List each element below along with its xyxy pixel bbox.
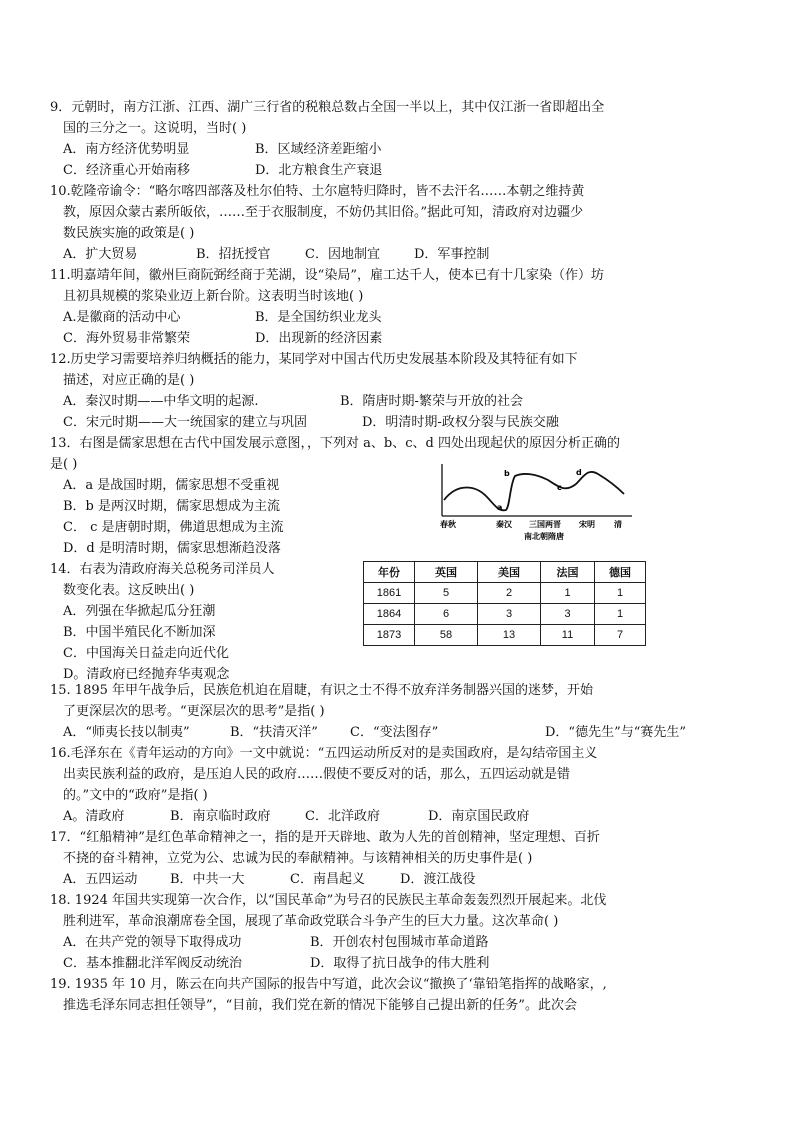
q18-stem-line2: 胜利进军，革命浪潮席卷全国，展现了革命政党联合斗争产生的巨大力量。这次革命( ): [63, 914, 559, 929]
q13-stem-line2: 是( ): [50, 457, 78, 472]
q15-option-c: C．“变法图存”: [350, 725, 439, 740]
q14-option-b: B．中国半殖民化不断加深: [63, 625, 216, 640]
q16-stem-line1: 16.毛泽东在《青年运动的方向》一文中就说：“五四运动所反对的是卖国政府，是勾结帝国主义: [50, 746, 598, 761]
q18-option-c: C．基本推翻北洋军阀反动统治: [63, 956, 242, 971]
table-header-row: [364, 562, 646, 583]
figure-axis-label: 宋明: [579, 520, 595, 529]
q15-option-d: D．“德先生”与“赛先生”: [545, 725, 687, 740]
q12-option-b: B．隋唐时期-繁荣与开放的社会: [340, 394, 523, 409]
table-cell: 13: [478, 625, 541, 646]
q10-option-c: C．因地制宜: [305, 247, 380, 262]
q17-option-d: D．渡江战役: [400, 872, 476, 887]
q9-option-d: D．北方粮食生产衰退: [255, 163, 383, 178]
q9-option-a: A．南方经济优势明显: [63, 142, 190, 157]
q16-option-b: B．南京临时政府: [170, 809, 271, 824]
table-cell: 1864: [364, 604, 415, 625]
table-cell: 11: [541, 625, 595, 646]
q14-option-a: A．列强在华掀起瓜分狂潮: [63, 604, 216, 619]
figure-axis-label: 清: [614, 520, 622, 529]
table-cell: 1: [595, 604, 646, 625]
table-cell: 6: [415, 604, 478, 625]
q14-option-c: C．中国海关日益走向近代化: [63, 646, 229, 661]
table-row: [364, 583, 646, 604]
q9-option-b: B．区域经济差距缩小: [255, 142, 382, 157]
q13-confucianism-figure: [436, 460, 646, 542]
table-cell: 58: [415, 625, 478, 646]
table-cell: 2: [478, 583, 541, 604]
table-header-cell: 美国: [478, 562, 541, 583]
table-cell: 1873: [364, 625, 415, 646]
q11-option-d: D．出现新的经济因素: [255, 331, 383, 346]
q10-stem-line3: 数民族实施的政策是( ): [63, 226, 195, 241]
table-cell: 1: [541, 583, 595, 604]
q19-stem-line2: 推选毛泽东同志担任领导”，“目前，我们党在新的情况下能够自己提出新的任务”。此次会: [63, 998, 577, 1013]
q14-stem-line1: 14．右表为清政府海关总税务司洋员人: [50, 562, 275, 577]
q17-option-c: C．南昌起义: [290, 872, 365, 887]
q11-stem-line2: 且初具规模的浆染业迈上新台阶。这表明当时该地( ): [63, 289, 364, 304]
q18-option-d: D．取得了抗日战争的伟大胜利: [310, 956, 490, 971]
q19-stem-line1: 19. 1935 年 10 月，陈云在向共产国际的报告中写道，此次会议“撤换了‘靠铅笔指挥的战略家，,: [50, 977, 607, 992]
q14-stem-line2: 数变化表。这反映出( ): [63, 583, 195, 598]
q11-option-b: B．是全国纺织业龙头: [255, 310, 382, 325]
table-header-cell: 英国: [415, 562, 478, 583]
q18-option-a: A．在共产党的领导下取得成功: [63, 935, 242, 950]
q13-option-d: D．d 是明清时期，儒家思想渐趋没落: [63, 541, 281, 556]
table-cell: 5: [415, 583, 478, 604]
q17-option-b: B．中共一大: [170, 872, 245, 887]
table-cell: 1861: [364, 583, 415, 604]
q13-stem-line1: 13．右图是儒家思想在古代中国发展示意图，，下列对 a、b、c、d 四处出现起伏的原因分析正确的: [50, 436, 620, 451]
table-header-cell: 德国: [595, 562, 646, 583]
q12-stem-line1: 12.历史学习需要培养归纳概括的能力，某同学对中国古代历史发展基本阶段及其特征有如下: [50, 352, 578, 367]
q16-stem-line3: 的。”文中的“政府”是指( ): [63, 788, 208, 803]
table-row: [364, 604, 646, 625]
q17-option-a: A．五四运动: [63, 872, 138, 887]
q17-stem-line1: 17．“红船精神”是红色革命精神之一，指的是开天辟地、敢为人先的首创精神，坚定理想、百折: [50, 830, 600, 845]
q18-option-b: B．开创农村包围城市革命道路: [310, 935, 489, 950]
q13-option-a: A．a 是战国时期，儒家思想不受重视: [63, 478, 280, 493]
q15-option-a: A．“师夷长技以制夷”: [63, 725, 190, 740]
q10-option-d: D．军事控制: [414, 247, 490, 262]
q18-stem-line1: 18. 1924 年国共实现第一次合作，以“国民革命”为号召的民族民主革命轰轰烈烈开展起来。北伐: [50, 893, 607, 908]
q17-stem-line2: 不挠的奋斗精神，立党为公、忠诚为民的奉献精神。与该精神相关的历史事件是( ): [63, 851, 533, 866]
q15-option-b: B．“扶清灭洋”: [230, 725, 318, 740]
q12-option-d: D．明清时期-政权分裂与民族交融: [362, 415, 559, 430]
q15-stem-line1: 15. 1895 年甲午战争后，民族危机迫在眉睫，有识之士不得不放弃洋务制器兴国的迷梦，开始: [50, 683, 594, 698]
q16-option-a: A。清政府: [63, 809, 125, 824]
table-header-cell: 年份: [364, 562, 415, 583]
q10-option-b: B．招抚授官: [196, 247, 271, 262]
figure-axis-label: 春秋: [440, 520, 456, 529]
q9-stem-line1: 9．元朝时，南方江浙、江西、湖广三行省的税粮总数占全国一半以上，其中仅江浙一省即超出全: [50, 100, 605, 115]
table-cell: 1: [595, 583, 646, 604]
table-row: [364, 625, 646, 646]
q15-stem-line2: 了更深层次的思考。“更深层次的思考”是指( ): [63, 704, 325, 719]
table-cell: 3: [478, 604, 541, 625]
q11-option-c: C．海外贸易非常繁荣: [63, 331, 190, 346]
figure-point-label: c: [557, 483, 562, 492]
q12-stem-line2: 描述，对应正确的是( ): [63, 373, 195, 388]
table-header-cell: 法国: [541, 562, 595, 583]
q11-stem-line1: 11.明嘉靖年间，徽州巨商阮弼经商于芜湖，设“染局”，雇工达千人，使本已有十几家染（作）坊: [50, 268, 604, 283]
q16-option-c: C．北洋政府: [305, 809, 380, 824]
figure-trend-curve: [444, 472, 624, 510]
q14-customs-staff-table: [363, 561, 646, 646]
q14-option-d: D。清政府已经抛弃华夷观念: [63, 667, 230, 682]
q12-option-c: C．宋元时期——大一统国家的建立与巩固: [63, 415, 307, 430]
q11-option-a: A.是徽商的活动中心: [63, 310, 181, 325]
figure-point-label: b: [504, 469, 510, 478]
figure-axis-label: 秦汉: [496, 520, 512, 529]
figure-axis-label: 三国两晋: [529, 520, 561, 529]
figure-sub-label: 南北朝隋唐: [524, 532, 564, 541]
q10-stem-line1: 10.乾隆帝谕令：“略尔喀四部落及杜尔伯特、土尔扈特归降时，皆不去汗名……本朝之维持黄: [50, 184, 585, 199]
q13-option-c: C． c 是唐朝时期，佛道思想成为主流: [63, 520, 284, 535]
figure-point-label: a: [497, 503, 503, 512]
q10-option-a: A．扩大贸易: [63, 247, 138, 262]
q9-stem-line2: 国的三分之一。这说明，当时( ): [63, 121, 247, 136]
figure-point-label: d: [576, 468, 582, 477]
q16-option-d: D．南京国民政府: [428, 809, 530, 824]
q12-option-a: A．秦汉时期——中华文明的起源.: [63, 394, 259, 409]
q16-stem-line2: 出卖民族利益的政府，是压迫人民的政府……假使不要反对的话，那么，五四运动就是错: [63, 767, 571, 782]
q10-stem-line2: 教，原因众蒙古素所皈依，……至于衣服制度，不妨仍其旧俗。”据此可知，清政府对边疆少: [63, 205, 584, 220]
table-cell: 3: [541, 604, 595, 625]
q9-option-c: C．经济重心开始南移: [63, 163, 190, 178]
q13-option-b: B．b 是两汉时期，儒家思想成为主流: [63, 499, 281, 514]
table-cell: 7: [595, 625, 646, 646]
